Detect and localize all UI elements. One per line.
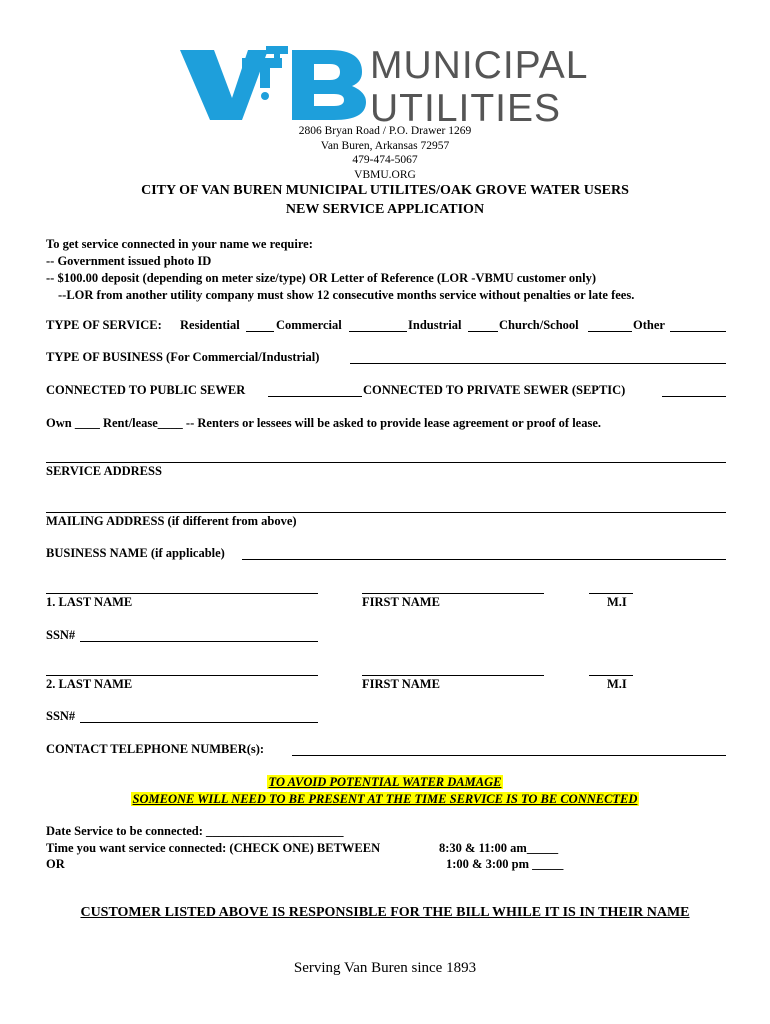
business-name-field[interactable] (242, 559, 726, 560)
applicant2-mi-label: M.I (607, 677, 627, 691)
private-sewer-label: CONNECTED TO PRIVATE SEWER (SEPTIC) (363, 383, 626, 397)
business-type-label: TYPE OF BUSINESS (For Commercial/Industrial) (46, 350, 320, 364)
responsibility-notice: CUSTOMER LISTED ABOVE IS RESPONSIBLE FOR THE BILL WHILE IT IS IN THEIR NAME (80, 905, 690, 920)
time-slot-morning[interactable]: 8:30 & 11:00 am_____ (439, 841, 559, 855)
warning-line2-text: SOMEONE WILL NEED TO BE PRESENT AT THE TIME SERVICE IS TO BE CONNECTED (132, 792, 638, 806)
applicant1-ssn-label: SSN# (46, 628, 76, 642)
option-industrial: Industrial (408, 318, 462, 332)
logo-water-drop (261, 92, 269, 100)
logo-graphic (180, 44, 600, 124)
phone-line: 479-474-5067 (352, 154, 418, 166)
logo-line2: UTILITIES (370, 87, 562, 124)
service-address-label: SERVICE ADDRESS (46, 464, 162, 478)
applicant2-ssn-field[interactable] (80, 722, 318, 723)
service-type-label: TYPE OF SERVICE: (46, 318, 162, 332)
applicant1-mi-label: M.I (607, 595, 627, 609)
logo-faucet-spout (260, 68, 270, 88)
applicant1-ssn-field[interactable] (80, 641, 318, 642)
form-title (0, 181, 770, 219)
contact-phone-field[interactable] (292, 755, 726, 756)
applicant2-last-name-field[interactable] (46, 675, 318, 676)
option-church-school: Church/School (499, 318, 579, 332)
option-other: Other (633, 318, 665, 332)
applicant2-last-name-label: 2. LAST NAME (46, 677, 133, 691)
logo (180, 44, 600, 124)
public-sewer-label: CONNECTED TO PUBLIC SEWER (46, 383, 246, 397)
option-residential: Residential (180, 318, 240, 332)
applicant1-last-name-field[interactable] (46, 593, 318, 594)
residential-blank[interactable] (246, 331, 274, 332)
applicant2-first-name-label: FIRST NAME (362, 677, 440, 691)
logo-line1: MUNICIPAL (370, 44, 589, 87)
requirements-list (46, 236, 634, 304)
option-commercial: Commercial (276, 318, 342, 332)
industrial-blank[interactable] (468, 331, 498, 332)
applicant2-first-name-field[interactable] (362, 675, 544, 676)
website-line: VBMU.ORG (354, 168, 416, 181)
warning-line1-text: TO AVOID POTENTIAL WATER DAMAGE (268, 775, 502, 789)
requirement-item: -- Government issued photo ID (46, 254, 212, 268)
date-service-label: Date Service to be connected: ______________________ (46, 824, 344, 838)
requirement-item: -- $100.00 deposit (depending on meter size/type) OR Letter of Reference (LOR -VBMU customer only) (46, 271, 597, 285)
applicant1-first-name-label: FIRST NAME (362, 595, 440, 609)
commercial-blank[interactable] (349, 331, 407, 332)
contact-phone-label: CONTACT TELEPHONE NUMBER(s): (46, 742, 265, 756)
applicant2-ssn-label: SSN# (46, 709, 76, 723)
or-label: OR (46, 857, 65, 871)
ownership-line: Own ____ Rent/lease____ -- Renters or lessees will be asked to provide lease agreement or proof of lease. (46, 416, 602, 430)
warning-line2 (0, 791, 770, 808)
applicant1-first-name-field[interactable] (362, 593, 544, 594)
business-name-label: BUSINESS NAME (if applicable) (46, 546, 225, 560)
service-address-field[interactable] (46, 462, 726, 463)
warning-line1 (0, 774, 770, 791)
time-service-label: Time you want service connected: (CHECK ONE) BETWEEN (46, 841, 381, 855)
other-blank[interactable] (670, 331, 726, 332)
mailing-address-field[interactable] (46, 512, 726, 513)
mailing-address-label: MAILING ADDRESS (if different from above) (46, 514, 297, 528)
address-line: 2806 Bryan Road / P.O. Drawer 1269 (298, 125, 472, 137)
applicant2-mi-field[interactable] (589, 675, 633, 676)
time-slot-afternoon[interactable]: 1:00 & 3:00 pm _____ (446, 857, 564, 871)
address-block (0, 124, 770, 182)
address-line: Van Buren, Arkansas 72957 (320, 139, 450, 152)
applicant1-mi-field[interactable] (589, 593, 633, 594)
public-sewer-blank[interactable] (268, 396, 362, 397)
applicant1-last-name-label: 1. LAST NAME (46, 595, 133, 609)
footer-tagline: Serving Van Buren since 1893 (293, 960, 477, 976)
requirements-intro: To get service connected in your name we require: (46, 237, 313, 251)
requirement-item: --LOR from another utility company must show 12 consecutive months service without penalties or late fees. (58, 288, 635, 302)
logo-b-shape (292, 50, 366, 120)
title-line2: NEW SERVICE APPLICATION (285, 202, 485, 217)
private-sewer-blank[interactable] (662, 396, 726, 397)
church-school-blank[interactable] (588, 331, 632, 332)
business-type-field[interactable] (350, 363, 726, 364)
title-line1: CITY OF VAN BUREN MUNICIPAL UTILITES/OAK GROVE WATER USERS (141, 183, 629, 198)
